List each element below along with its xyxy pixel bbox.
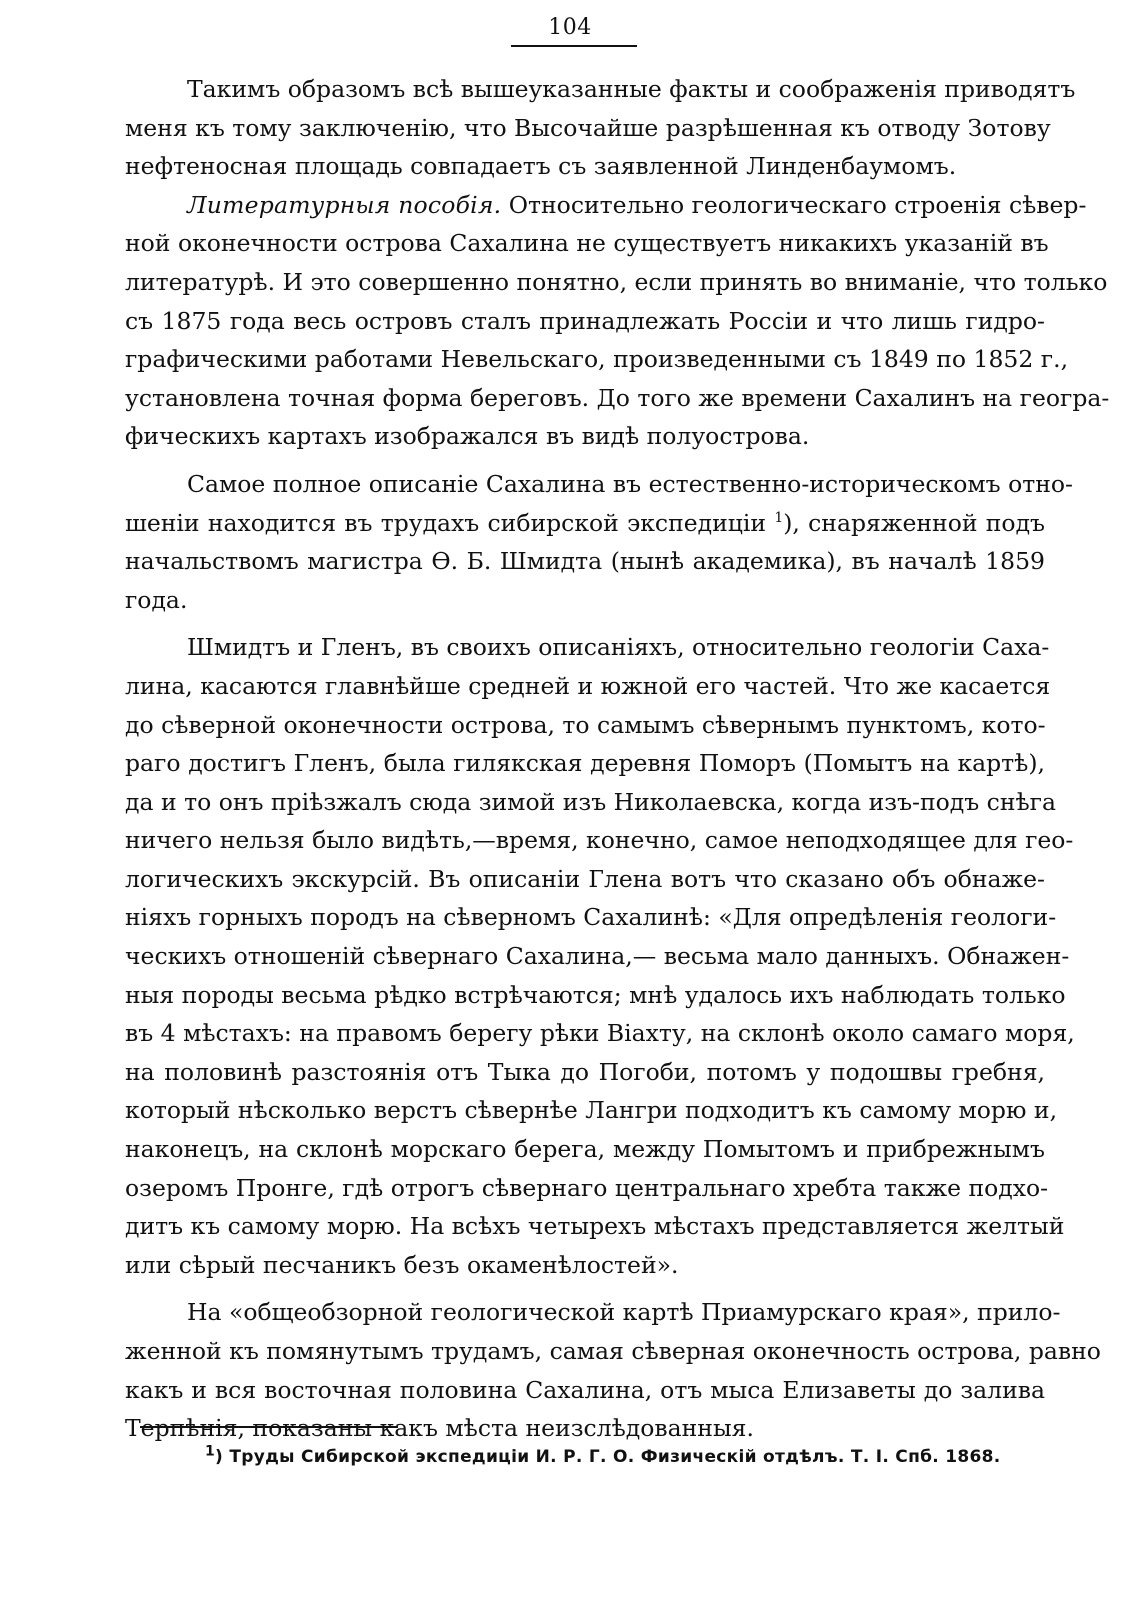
text-line: который нѣсколько верстъ сѣвернѣе Лангри подходитъ къ самому морю и, [125,1096,1058,1125]
text-line: дитъ къ самому морю. На всѣхъ четырехъ мѣстахъ представляется желтый [125,1212,1065,1241]
text-line: съ 1875 года весь островъ сталъ принадлежать Россіи и что лишь гидро- [125,306,1045,335]
text-line: графическими работами Невельскаго, произведенными съ 1849 по 1852 г., [125,345,1069,374]
footnote [205,1443,1001,1470]
text-line: или сѣрый песчаникъ безъ окаменѣлостей». [125,1250,679,1279]
text-line: ной оконечности острова Сахалина не существуетъ никакихъ указаній въ [125,229,1049,258]
body-text [125,70,1110,1448]
text-line: Терпѣнія, показаны какъ мѣста неизслѣдованныя. [125,1414,754,1443]
text-line: какъ и вся восточная половина Сахалина, отъ мыса Елизаветы до залива [125,1375,1045,1404]
text-line: раго достигъ Гленъ, была гилякская деревня Поморъ (Помытъ на картѣ), [125,749,1045,778]
paragraph [125,186,1110,456]
text-line: на половинѣ разстоянія отъ Тыка до Погоби, потомъ у подошвы гребня, [125,1057,1045,1086]
text-line [125,504,1045,543]
text-line: ничего нельзя было видѣть,—время, конечно, самое неподходящее для гео- [125,826,1074,855]
text-line: до сѣверной оконечности острова, то самымъ сѣвернымъ пунктомъ, кото- [125,710,1046,739]
footnote-text: ) Труды Сибирской экспедиціи И. Р. Г. О. Физическій отдѣлъ. Т. I. Спб. 1868. [215,1447,1001,1467]
text-line [125,186,1087,225]
text-line: ческихъ отношеній сѣвернаго Сахалина,— весьма мало данныхъ. Обнажен- [125,942,1070,971]
text-line: установлена точная форма береговъ. До того же времени Сахалинъ на геогра- [125,383,1110,412]
text-line: Самое полное описаніе Сахалина въ естественно-историческомъ отно- [187,469,1073,498]
text-line: меня къ тому заключенію, что Высочайше разрѣшенная къ отводу Зотову [125,113,1051,142]
paragraph [125,1293,1101,1447]
paragraph [125,465,1073,619]
text-line: На «общеобзорной геологической картѣ Приамурскаго края», прило- [187,1298,1061,1327]
text-line: литературѣ. И это совершенно понятно, если принять во вниманіе, что только [125,267,1108,296]
text-line: ныя породы весьма рѣдко встрѣчаются; мнѣ удалось ихъ наблюдать только [125,980,1066,1009]
text-line: ніяхъ горныхъ породъ на сѣверномъ Сахалинѣ: «Для опредѣленія геологи- [125,903,1057,932]
footnote-marker[interactable]: 1 [774,509,784,526]
text-run: шеніи находится въ трудахъ сибирской экспедиціи [125,508,775,537]
paragraph [125,628,1075,1284]
text-line: фическихъ картахъ изображался въ видѣ полуострова. [125,422,810,451]
text-line: нефтеносная площадь совпадаетъ съ заявленной Линденбаумомъ. [125,152,957,181]
text-line: лина, касаются главнѣйше средней и южной его частей. Что же касается [125,671,1051,700]
text-line: года. [125,585,188,614]
text-line: Шмидтъ и Гленъ, въ своихъ описаніяхъ, относительно геологіи Саха- [187,633,1050,662]
text-line: да и то онъ пріѣзжалъ сюда зимой изъ Николаевска, когда изъ-подъ снѣга [125,787,1056,816]
text-run: ), снаряженной подъ [783,508,1045,537]
text-line: логическихъ экскурсій. Въ описаніи Глена вотъ что сказано объ обнаже- [125,864,1045,893]
text-run: Относительно геологическаго строенія сѣвер- [501,190,1087,219]
text-line: начальствомъ магистра Ѳ. Б. Шмидта (нынѣ академика), въ началѣ 1859 [125,547,1045,576]
page-number: 104 [548,15,592,40]
section-heading: Литературныя пособія. [187,190,502,219]
text-line: наконецъ, на склонѣ морскаго берега, между Помытомъ и прибрежнымъ [125,1135,1045,1164]
text-line: озеромъ Пронге, гдѣ отрогъ сѣвернаго центральнаго хребта также подхо- [125,1173,1049,1202]
text-line: Такимъ образомъ всѣ вышеуказанные факты и соображенія приводятъ [187,75,1076,103]
text-line: женной къ помянутымъ трудамъ, самая сѣверная оконечность острова, равно [125,1337,1101,1365]
footnote-marker: 1 [205,1443,216,1460]
paragraph [125,70,1076,186]
footnote-rule [140,1426,398,1428]
text-line: въ 4 мѣстахъ: на правомъ берегу рѣки Віахту, на склонѣ около самаго моря, [125,1019,1075,1048]
header-rule [511,45,637,47]
